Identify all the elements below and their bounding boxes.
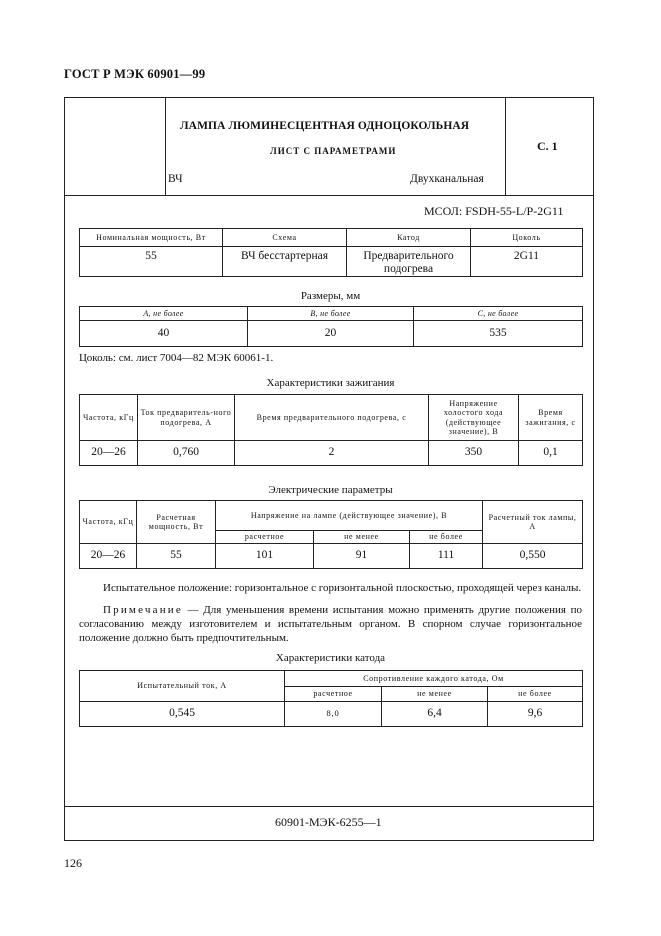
header-voltage-min: не менее	[314, 531, 410, 544]
cell-size-b: 20	[248, 321, 414, 347]
cell-size-a: 40	[80, 321, 248, 347]
header-resistance-max: не более	[488, 687, 583, 702]
cell-el-frequency: 20—26	[80, 544, 137, 569]
ignition-caption: Характеристики зажигания	[266, 377, 395, 389]
header-cap: Цоколь	[471, 229, 583, 247]
test-position-paragraph	[79, 581, 582, 595]
cell-voltage-min: 91	[314, 544, 410, 569]
cell-cathode: Предварительного подогрева	[347, 247, 471, 277]
cell-cap: 2G11	[471, 247, 583, 277]
page-number: 126	[64, 856, 82, 870]
note-paragraph	[79, 603, 582, 645]
hf-label: ВЧ	[168, 173, 183, 185]
header-lamp-voltage: Напряжение на лампе (действующее значение), В	[216, 501, 483, 531]
cathode-caption: Характеристики катода	[275, 652, 386, 664]
cell-open-circuit-voltage: 350	[429, 441, 519, 466]
msol-designation: МСОЛ: FSDH-55-L/P-2G11	[424, 204, 564, 218]
header-resistance-rated: расчетное	[285, 687, 382, 702]
cell-lamp-current: 0,550	[483, 544, 583, 569]
header-resistance-min: не менее	[382, 687, 488, 702]
cell-voltage-max: 111	[410, 544, 483, 569]
header-voltage-max: не более	[410, 531, 483, 544]
header-ignition-frequency: Частота, кГц	[80, 395, 138, 441]
note-text: — Для уменьшения времени испытания можно применять другие положения по согласованию между изготовителем и испытательным органом. В спорном случае горизонтальное положение должно быть предпочтительным.	[79, 604, 582, 644]
header-scheme: Схема	[223, 229, 347, 247]
title-divider-right	[505, 98, 506, 195]
header-el-power: Расчетная мощность, Вт	[137, 501, 216, 544]
cell-resistance-rated: 8,0	[285, 702, 382, 727]
header-preheat-time: Время предварительного подогрева, с	[235, 395, 429, 441]
sizes-table	[79, 306, 583, 347]
note-label: Примечание	[103, 604, 183, 616]
cell-nominal-power: 55	[80, 247, 223, 277]
electrical-caption: Электрические параметры	[268, 484, 393, 496]
header-size-a: А, не более	[80, 307, 248, 321]
cell-ignition-time: 0,1	[519, 441, 583, 466]
title-divider-left	[165, 98, 166, 195]
header-el-frequency: Частота, кГц	[80, 501, 137, 544]
parameter-sheet-subtitle: ЛИСТ С ПАРАМЕТРАМИ	[270, 146, 397, 156]
title-block-bottom-rule	[65, 195, 593, 196]
cell-test-current: 0,545	[80, 702, 285, 727]
header-preheat-current: Ток предваритель-ного подогрева, А	[138, 395, 235, 441]
header-size-c: С, не более	[414, 307, 583, 321]
cathode-table	[79, 670, 583, 727]
cell-ignition-frequency: 20—26	[80, 441, 138, 466]
footer-rule	[65, 806, 593, 807]
cell-scheme: ВЧ бесстартерная	[223, 247, 347, 277]
cell-voltage-rated: 101	[216, 544, 314, 569]
sizes-caption: Размеры, мм	[300, 290, 361, 302]
header-test-current: Испытательный ток, А	[80, 671, 285, 702]
cell-el-power: 55	[137, 544, 216, 569]
cell-resistance-min: 6,4	[382, 702, 488, 727]
header-size-b: В, не более	[248, 307, 414, 321]
header-cathode: Катод	[347, 229, 471, 247]
header-ignition-time: Время зажигания, с	[519, 395, 583, 441]
sheet-number: С. 1	[537, 139, 558, 153]
cell-preheat-current: 0,760	[138, 441, 235, 466]
cap-reference-note: Цоколь: см. лист 7004—82 МЭК 60061-1.	[79, 352, 274, 364]
cell-preheat-time: 2	[235, 441, 429, 466]
header-voltage-rated: расчетное	[216, 531, 314, 544]
nominal-parameters-table	[79, 228, 583, 277]
cell-resistance-max: 9,6	[488, 702, 583, 727]
document-header: ГОСТ Р МЭК 60901—99	[64, 67, 206, 81]
test-position-text: Испытательное положение: горизонтальное с горизонтальной плоскостью, проходящей через каналы.	[103, 582, 582, 594]
header-cathode-resistance: Сопротивление каждого катода, Ом	[285, 671, 583, 687]
two-channel-label: Двухканальная	[410, 173, 484, 185]
ignition-table	[79, 394, 583, 466]
electrical-table	[79, 500, 583, 569]
header-nominal-power: Номинальная мощность, Вт	[80, 229, 223, 247]
lamp-title: ЛАМПА ЛЮМИНЕСЦЕНТНАЯ ОДНОЦОКОЛЬНАЯ	[180, 120, 470, 132]
cell-size-c: 535	[414, 321, 583, 347]
sheet-code: 60901-МЭК-6255—1	[275, 815, 382, 829]
header-open-circuit-voltage: Напряжение холостого хода (действующее значение), В	[429, 395, 519, 441]
header-lamp-current: Расчетный ток лампы, А	[483, 501, 583, 544]
